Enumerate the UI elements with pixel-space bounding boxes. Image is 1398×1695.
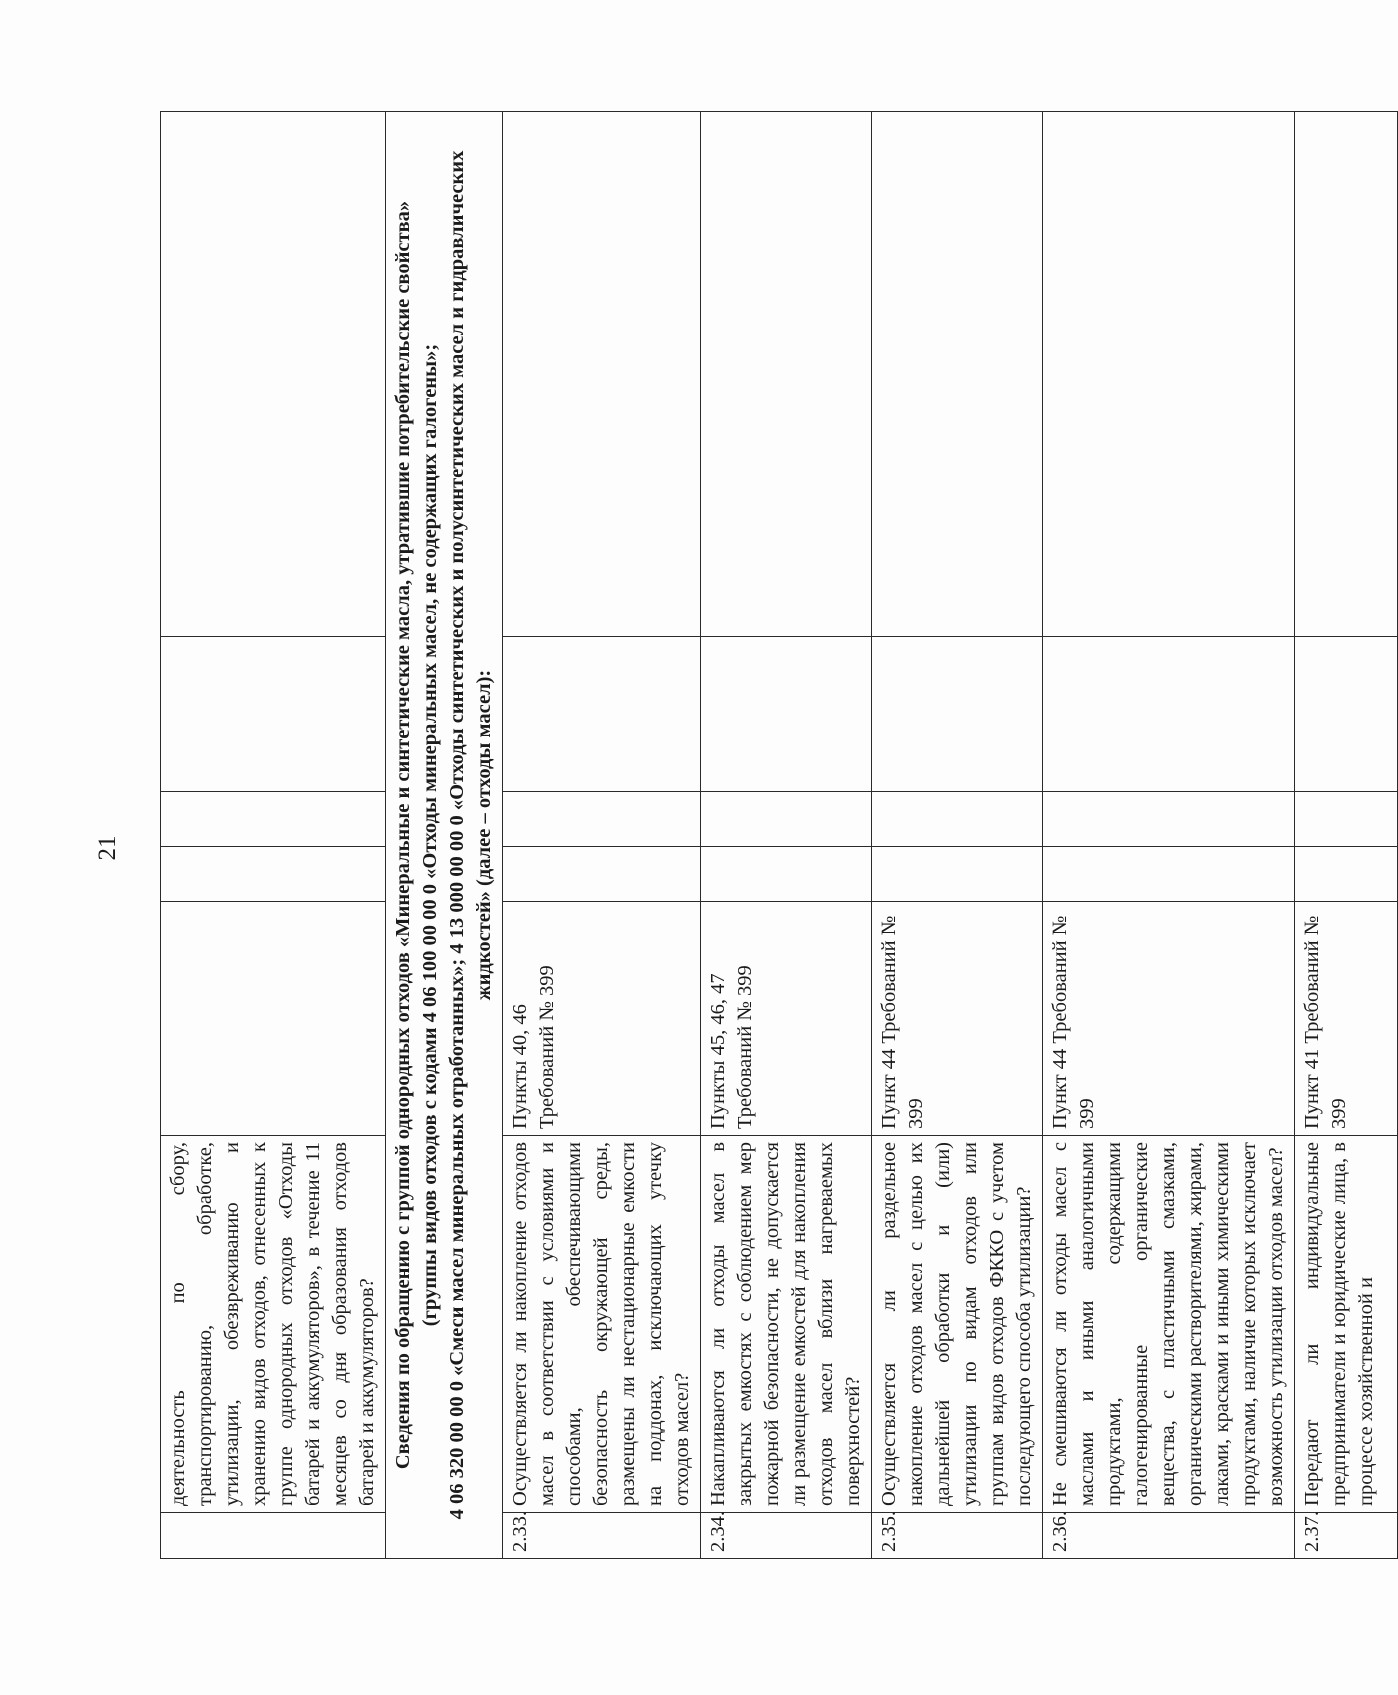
row-number: 2.36.: [1043, 1513, 1295, 1559]
remarks-cell: [701, 112, 872, 637]
requirements-table: [160, 111, 1398, 1559]
row-number: 2.33.: [503, 1513, 701, 1559]
answer-na-cell: [1043, 637, 1295, 792]
page-number: 21: [94, 835, 121, 861]
answer-yes-cell: [503, 847, 701, 902]
row-question: Передают ли индивидуальные предприниматели и юридические лица, в процессе хозяйственной и: [1295, 1136, 1398, 1513]
answer-na-cell: [161, 637, 386, 792]
answer-yes-cell: [1043, 847, 1295, 902]
answer-no-cell: [1043, 792, 1295, 847]
row-number: 2.37.: [1295, 1513, 1398, 1559]
table-row: [503, 112, 701, 1559]
row-question: Осуществляется ли накопление отходов масел в соответствии с условиями и способами, обеспечивающими безопасность окружающей среды, размещены ли нестационарные емкости на поддонах, исключающих утечку отходов масел?: [503, 1136, 701, 1513]
table-row: [1043, 112, 1295, 1559]
answer-yes-cell: [161, 847, 386, 902]
row-number: [161, 1513, 386, 1559]
answer-na-cell: [872, 637, 1043, 792]
row-reference: Пункты 40, 46 Требований № 399: [503, 902, 701, 1136]
answer-yes-cell: [1295, 847, 1398, 902]
answer-no-cell: [503, 792, 701, 847]
row-reference: Пункт 44 Требований № 399: [872, 902, 1043, 1136]
answer-yes-cell: [872, 847, 1043, 902]
answer-no-cell: [161, 792, 386, 847]
row-reference: Пункт 44 Требований № 399: [1043, 902, 1295, 1136]
remarks-cell: [872, 112, 1043, 637]
table-row: [872, 112, 1043, 1559]
remarks-cell: [503, 112, 701, 637]
section-header-line: (группы видов отходов с кодами 4 06 100 00 00 0 «Отходы минеральных масел, не содержащих галогены»;: [419, 343, 441, 1327]
row-reference: Пункт 41 Требований № 399: [1295, 902, 1398, 1136]
row-question: Осуществляется ли раздельное накопление отходов масел с целью их дальнейшей обработки и (или) утилизации по видам отходов или группам видов отходов ФККО с учетом последующего способа утилизации?: [872, 1136, 1043, 1513]
table-row: [1295, 112, 1398, 1559]
table-row: [161, 112, 386, 1559]
remarks-cell: [1295, 112, 1398, 637]
remarks-cell: [161, 112, 386, 637]
table-row: [701, 112, 872, 1559]
section-header-row: [386, 112, 503, 1559]
row-number: 2.35.: [872, 1513, 1043, 1559]
row-question: Не смешиваются ли отходы масел с маслами и иными аналогичными продуктами, содержащими галогенированные органические вещества, с пластичными смазками, органическими растворителями, жирами, лаками, красками и иными химическими продуктами, наличие которых исключает возможность утилизации отходов масел?: [1043, 1136, 1295, 1513]
row-question: деятельность по сбору, транспортированию, обработке, утилизации, обезвреживанию и хранению видов отходов, отнесенных к группе однородных отходов «Отходы батарей и аккумуляторов», в течение 11 месяцев со дня образования отходов батарей и аккумуляторов?: [161, 1136, 386, 1513]
section-header: [386, 112, 503, 1559]
remarks-cell: [1043, 112, 1295, 637]
section-header-line: Сведения по обращению с группой однородных отходов «Минеральные и синтетические масла, утратившие потребительские свойства»: [392, 200, 414, 1470]
section-header-line: 4 06 320 00 00 0 «Смеси масел минеральных отработанных»; 4 13 000 00 00 0 «Отходы синтетических и полусинтетических масел и гидравлических жидкостей» (далее – отходы масел):: [446, 150, 495, 1520]
rotated-table-container: [160, 112, 1377, 1559]
answer-na-cell: [503, 637, 701, 792]
row-reference: Пункты 45, 46, 47 Требований № 399: [701, 902, 872, 1136]
row-reference: [161, 902, 386, 1136]
answer-no-cell: [701, 792, 872, 847]
row-question: Накапливаются ли отходы масел в закрытых емкостях с соблюдением мер пожарной безопасности, не допускается ли размещение емкостей для накопления отходов масел вблизи нагреваемых поверхностей?: [701, 1136, 872, 1513]
answer-yes-cell: [701, 847, 872, 902]
row-number: 2.34.: [701, 1513, 872, 1559]
answer-na-cell: [701, 637, 872, 792]
answer-no-cell: [1295, 792, 1398, 847]
answer-na-cell: [1295, 637, 1398, 792]
answer-no-cell: [872, 792, 1043, 847]
